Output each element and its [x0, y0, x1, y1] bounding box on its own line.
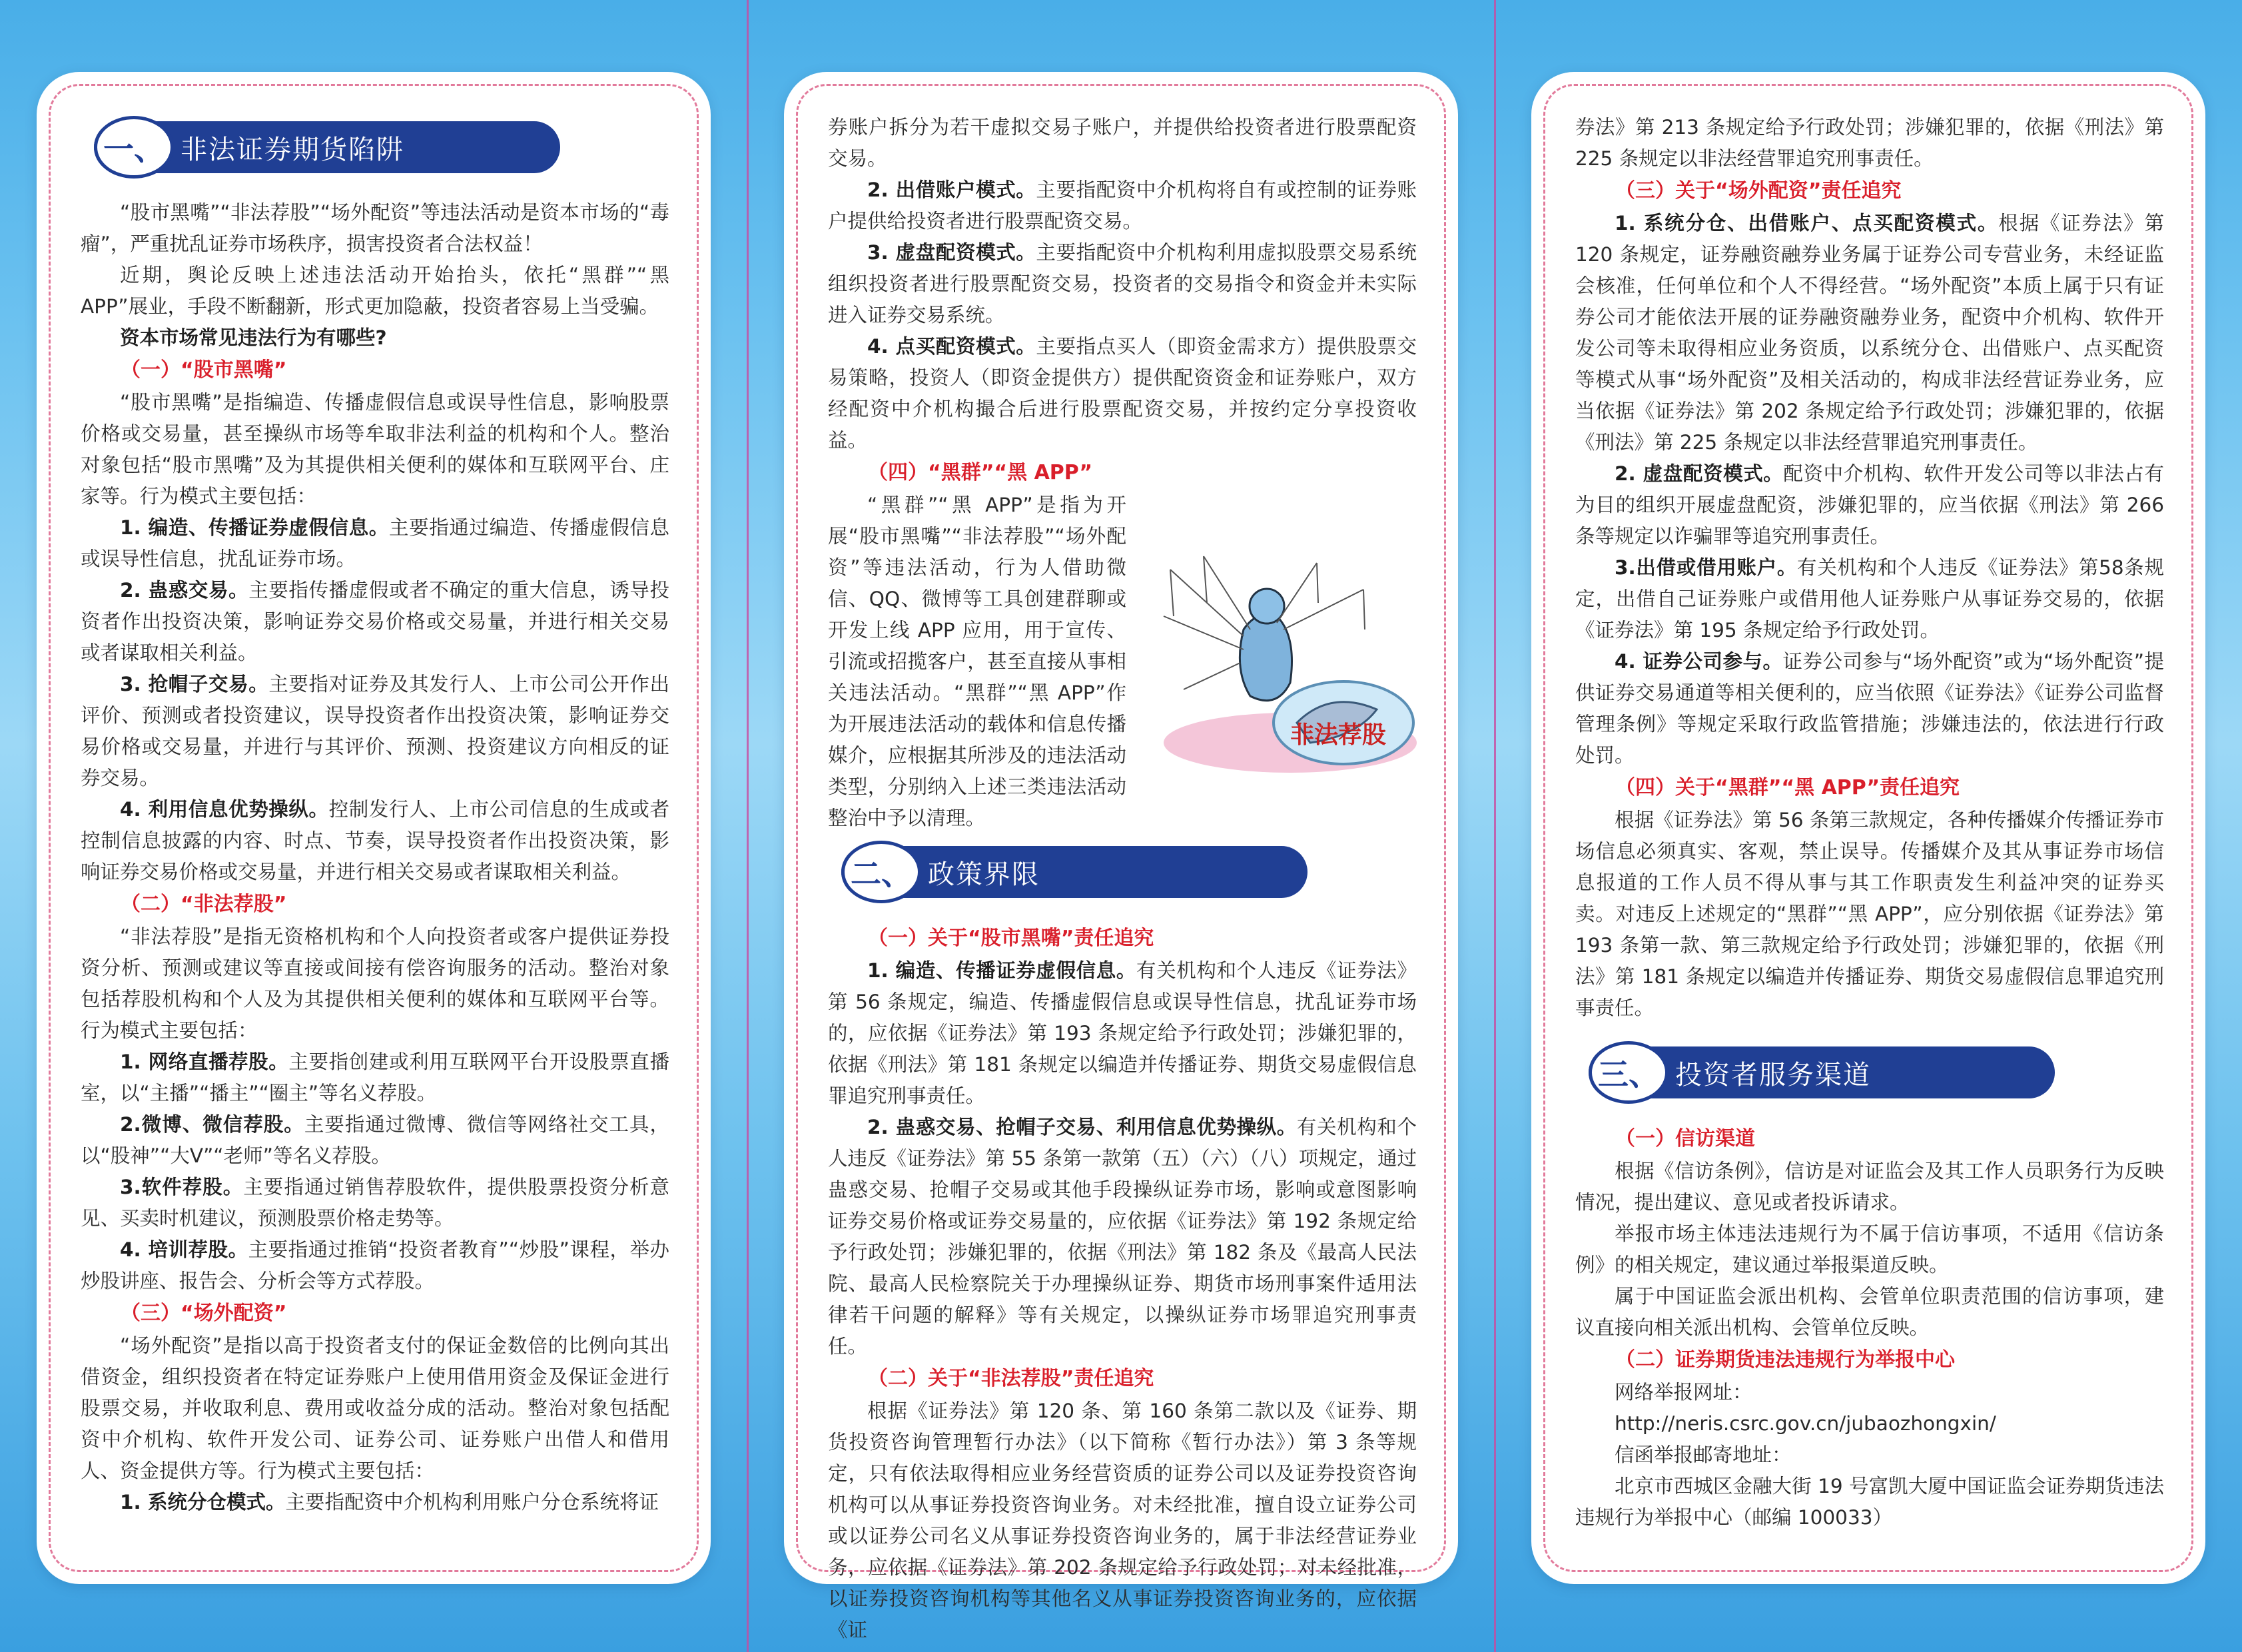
body-paragraph [81, 197, 669, 260]
body-paragraph [828, 331, 1417, 456]
body-paragraph [828, 175, 1417, 237]
paragraph-lead: 资本市场常见违法行为有哪些? [120, 326, 387, 349]
body-paragraph [1575, 112, 2164, 175]
contact-line: http://neris.csrc.gov.cn/jubaozhongxin/ [1615, 1412, 1996, 1435]
paragraph-text: 主要指点买人（即资金需求方）提供股票交易策略，投资人（即资金提供方）提供配资资金和证券账户，双方经配资中介机构撮合后进行股票配资交易，并按约定分享投资收益。 [828, 335, 1417, 452]
body-paragraph [828, 237, 1417, 331]
section-title: 投资者服务渠道 [1675, 1059, 1871, 1090]
body-paragraph [1575, 1156, 2164, 1218]
body-paragraph [81, 1234, 669, 1297]
illustration-stock-fraud [1144, 543, 1417, 776]
paragraph-lead: 1. 编造、传播证券虚假信息。 [120, 516, 389, 539]
paragraph-lead: 1. 系统分仓模式。 [120, 1491, 286, 1513]
panel-2-top-body [828, 112, 1417, 490]
body-paragraph [81, 794, 669, 888]
paragraph-lead: 3.出借或借用账户。 [1615, 556, 1798, 579]
subsection-heading: （四）关于“黑群”“黑 APP”责任追究 [1615, 776, 1960, 799]
section-2-body [828, 922, 1417, 1646]
paragraph-text: 主要指对证券及其发行人、上市公司公开作出评价、预测或者投资建议，误导投资者作出投资决策，影响证券交易价格或交易量，并进行与其评价、预测、投资建议方向相反的证券交易。 [81, 673, 669, 789]
subsection-heading: （一）信访渠道 [1615, 1127, 1755, 1150]
section-banner-2 [841, 846, 1308, 898]
paragraph-text: 北京市西城区金融大街 19 号富凯大厦中国证监会证券期货违法违规行为举报中心（邮编 100033） [1575, 1475, 2164, 1529]
paragraph-lead: 2.微博、微信荐股。 [120, 1113, 304, 1136]
body-paragraph [1575, 805, 2164, 1024]
section-title: 非法证券期货陷阱 [181, 134, 404, 165]
paragraph-lead: 1. 编造、传播证券虚假信息。 [867, 959, 1136, 982]
body-paragraph [81, 1172, 669, 1234]
body-paragraph [1575, 552, 2164, 646]
body-paragraph [81, 575, 669, 669]
paragraph-text: “股市黑嘴”“非法荐股”“场外配资”等违法活动是资本市场的“毒瘤”，严重扰乱证券市场秩序，损害投资者合法权益！ [81, 201, 669, 255]
subsection-heading: （三）“场外配资” [121, 1302, 287, 1325]
panel-3-top-body [1575, 112, 2164, 1024]
body-paragraph [81, 669, 669, 794]
paragraph-lead: 2. 蛊惑交易。 [120, 579, 249, 602]
body-paragraph [81, 1109, 669, 1172]
section-number: 三、 [1589, 1041, 1669, 1104]
panel-3-content [1575, 112, 2164, 1547]
paragraph-text: 主要指配资中介机构利用虚拟股票交易系统组织投资者进行股票配资交易，投资者的交易指令和资金并未实际进入证券交易系统。 [828, 241, 1417, 326]
paragraph-text: 根据《证券法》第 120 条规定，证券融资融券业务属于证券公司专营业务，未经证监会核准，任何单位和个人不得经营。“场外配资”本质上属于只有证券公司才能依法开展的证券融资融券业务，配资中介机构、软件开发公司等未取得相应业务资质，以系统分仓、出借账户、点买配资等模式从事“场外配资”及相关活动的，构成非法经营证券业务，应当依据《证券法》第 202 条规定给予行政处罚；涉嫌犯罪的，依据《刑法》第 225 条规定以非法经营罪追究刑事责任。 [1575, 212, 2164, 454]
paragraph-text: 属于中国证监会派出机构、会管单位职责范围的信访事项，建议直接向相关派出机构、会管单位反映。 [1575, 1285, 2164, 1339]
paragraph-text: 主要指传播虚假或者不确定的重大信息，诱导投资者作出投资决策，影响证券交易价格或交易量，并进行相关交易或者谋取相关利益。 [81, 579, 669, 664]
paragraph-lead: 4. 证券公司参与。 [1615, 650, 1783, 673]
body-paragraph [81, 921, 669, 1046]
paragraph-text: 近期，舆论反映上述违法活动开始抬头，依托“黑群”“黑APP”展业，手段不断翻新，形式更加隐蔽，投资者容易上当受骗。 [81, 264, 669, 318]
body-paragraph [81, 387, 669, 512]
section-number: 一、 [94, 116, 174, 179]
paragraph-text: 主要指配资中介机构将自有或控制的证券账户提供给投资者进行股票配资交易。 [828, 179, 1417, 232]
paragraph-lead: 4. 点买配资模式。 [867, 335, 1036, 358]
subsection-heading: （二）关于“非法荐股”责任追究 [868, 1367, 1154, 1390]
panel-3 [1531, 72, 2205, 1584]
paragraph-lead: 3. 虚盘配资模式。 [867, 241, 1036, 264]
black-group-paragraph: “黑群”“黑 APP”是指为开展“股市黑嘴”“非法荐股”“场外配资”等违法活动，行为人借助微信、QQ、微博等工具创建群聊或开发上线 APP 应用，用于宣传、引流或招揽客户，甚至直接从事相关违法活动。“黑群”“黑 APP”作为开展违法活动的载体和信息传播媒介，应根据其所涉及的违法活动类型，分别纳入上述三类违法活动整治中予以清理。 [828, 494, 1126, 829]
man-figure [1240, 615, 1292, 701]
section-1-body [81, 197, 669, 1518]
body-paragraph [1575, 1471, 2164, 1533]
body-paragraph [81, 512, 669, 575]
paragraph-lead: 2. 蛊惑交易、抢帽子交易、利用信息优势操纵。 [867, 1116, 1297, 1138]
paragraph-text: 证券公司参与“场外配资”或为“场外配资”提供证券交易通道等相关便利的，应当依照《证券法》《证券公司监督管理条例》等规定采取行政监管措施；涉嫌违法的，依法进行行政处罚。 [1575, 650, 2164, 767]
paragraph-lead: 4. 利用信息优势操纵。 [120, 798, 329, 821]
paragraph-text: 根据《信访条例》，信访是对证监会及其工作人员职务行为反映情况，提出建议、意见或者投诉请求。 [1575, 1160, 2164, 1214]
illustration-caption: 非法荐股 [1290, 721, 1387, 748]
paragraph-text: 控制发行人、上市公司信息的生成或者控制信息披露的内容、时点、节奏，误导投资者作出投资决策，影响证券交易价格或交易量，并进行相关交易或者谋取相关利益。 [81, 798, 669, 883]
paragraph-text: 主要指配资中介机构利用账户分仓系统将证 [285, 1491, 659, 1513]
panel-2-content [828, 112, 1417, 1641]
man-head [1250, 589, 1284, 623]
body-paragraph [1575, 208, 2164, 458]
body-paragraph [1575, 646, 2164, 771]
contact-line: 网络举报网址： [1615, 1381, 1752, 1404]
paragraph-text: 有关机构和个人违反《证券法》第 56 条规定，编造、传播虚假信息或误导性信息，扰乱证券市场的，应依据《证券法》第 193 条规定给予行政处罚；涉嫌犯罪的，依据《刑法》第 181 条规定以编造并传播证券、期货交易虚假信息罪追究刑事责任。 [828, 959, 1417, 1107]
paragraph-lead: 1. 网络直播荐股。 [120, 1050, 289, 1073]
body-paragraph [81, 260, 669, 322]
paragraph-text: “非法荐股”是指无资格机构和个人向投资者或客户提供证券投资分析、预测或建议等直接或间接有偿咨询服务的活动。整治对象包括荐股机构和个人及为其提供相关便利的媒体和互联网平台等。行为模式主要包括： [81, 925, 669, 1042]
body-paragraph [828, 1112, 1417, 1362]
paragraph-text: 主要指创建或利用互联网平台开设股票直播室，以“主播”“播主”“圈主”等名义荐股。 [81, 1050, 669, 1104]
body-paragraph [1575, 458, 2164, 552]
paragraph-text: 主要指通过编造、传播虚假信息或误导性信息，扰乱证券市场。 [81, 516, 669, 570]
subsection-heading: （二）证券期货违法违规行为举报中心 [1615, 1348, 1955, 1372]
fold-line-left [747, 0, 749, 1652]
subsection-heading: （一）关于“股市黑嘴”责任追究 [868, 927, 1154, 950]
paragraph-text: “股市黑嘴”是指编造、传播虚假信息或误导性信息，影响股票价格或交易量，甚至操纵市场等牟取非法利益的机构和个人。整治对象包括“股市黑嘴”及为其提供相关便利的媒体和互联网平台、庄家等。行为模式主要包括： [81, 391, 669, 508]
paragraph-lead: 3.软件荐股。 [120, 1176, 244, 1198]
paragraph-text: 配资中介机构、软件开发公司等以非法占有为目的组织开展虚盘配资，涉嫌犯罪的，应当依据《刑法》第 266 条等规定以诈骗罪等追究刑事责任。 [1575, 462, 2164, 548]
panel-2 [784, 72, 1458, 1641]
body-paragraph [828, 1396, 1417, 1646]
paragraph-text: 有关机构和个人违反《证券法》第58条规定，出借自己证券账户或借用他人证券账户从事证券交易的，依据《证券法》第 195 条规定给予行政处罚。 [1575, 556, 2164, 641]
paragraph-lead: 2. 出借账户模式。 [867, 179, 1036, 201]
fold-line-right [1494, 0, 1496, 1652]
paragraph-lead: 4. 培训荐股。 [120, 1238, 248, 1261]
subsection-heading: （三）关于“场外配资”责任追究 [1615, 179, 1902, 203]
body-paragraph [81, 1330, 669, 1487]
panel-1-content [81, 120, 669, 1547]
paragraph-text: 主要指通过销售荐股软件，提供股票投资分析意见、买卖时机建议，预测股票价格走势等。 [81, 1176, 669, 1230]
paragraph-text: 根据《证券法》第 120 条、第 160 条第二款以及《证券、期货投资咨询管理暂行办法》（以下简称《暂行办法》）第 3 条等规定，只有依法取得相应业务经营资质的证券公司以及证券投资咨询机构可以从事证券投资咨询业务。对未经批准，擅自设立证券公司或以证券公司名义从事证券投资咨询业务的，属于非法经营证券业务，应依据《证券法》第 202 条规定给予行政处罚；对未经批准，以证券投资咨询机构等其他名义从事证券投资咨询业务的，应依据《证 [828, 1400, 1417, 1641]
paragraph-lead: 1. 系统分仓、出借账户、点买配资模式。 [1615, 212, 1999, 234]
section-banner-1 [94, 121, 560, 173]
body-paragraph [81, 1046, 669, 1109]
subsection-heading: （二）“非法荐股” [121, 893, 287, 916]
body-paragraph [828, 955, 1417, 1112]
subsection-heading: （四）“黑群”“黑 APP” [868, 461, 1093, 484]
paragraph-text: “场外配资”是指以高于投资者支付的保证金数倍的比例向其出借资金，组织投资者在特定证券账户上使用借用资金及保证金进行股票交易，并收取利息、费用或收益分成的活动。整治对象包括配资中介机构、软件开发公司、证券公司、证券账户出借人和借用人、资金提供方等。行为模式主要包括： [81, 1334, 669, 1482]
subsection-heading: （一）“股市黑嘴” [121, 358, 287, 382]
contact-line: 信函举报邮寄地址： [1615, 1444, 1792, 1466]
section-3-body [1575, 1122, 2164, 1533]
paragraph-text: 有关机构和个人违反《证券法》第 55 条第一款第（五）（六）（八）项规定，通过蛊惑交易、抢帽子交易或其他手段操纵证券市场，影响或意图影响证券交易价格或证券交易量的，应依据《证券法》第 192 条规定给予行政处罚；涉嫌犯罪的，依据《刑法》第 182 条及《最高人民法院、最高人民检察院关于办理操纵证券、期货市场刑事案件适用法律若干问题的解释》等有关规定，以操纵证券市场罪追究刑事责任。 [828, 1116, 1417, 1358]
paragraph-text: 举报市场主体违法违规行为不属于信访事项，不适用《信访条例》的相关规定，建议通过举报渠道反映。 [1575, 1222, 2164, 1276]
paragraph-text: 券法》第 213 条规定给予行政处罚；涉嫌犯罪的，依据《刑法》第 225 条规定以非法经营罪追究刑事责任。 [1575, 116, 2164, 170]
body-paragraph [81, 322, 669, 354]
paragraph-text: 主要指通过微博、微信等网络社交工具，以“股神”“大V”“老师”等名义荐股。 [81, 1113, 669, 1167]
body-paragraph [1575, 1281, 2164, 1344]
section-number: 二、 [841, 841, 921, 903]
panel-1 [37, 72, 711, 1584]
body-paragraph [828, 112, 1417, 175]
body-paragraph [81, 1487, 669, 1518]
body-paragraph [1575, 1218, 2164, 1281]
paragraph-text: 券账户拆分为若干虚拟交易子账户，并提供给投资者进行股票配资交易。 [828, 116, 1417, 170]
section-title: 政策界限 [928, 859, 1040, 890]
paragraph-lead: 3. 抢帽子交易。 [120, 673, 269, 695]
paragraph-text: 根据《证券法》第 56 条第三款规定，各种传播媒介传播证券市场信息必须真实、客观，禁止误导。传播媒介及其从事证券市场信息报道的工作人员不得从事与其工作职责发生利益冲突的证券买卖。对违反上述规定的“黑群”“黑 APP”，应分别依据《证券法》第 193 条第一款、第三款规定给予行政处罚；涉嫌犯罪的，依据《刑法》第 181 条规定以编造并传播证券、期货交易虚假信息罪追究刑事责任。 [1575, 809, 2164, 1019]
section-banner-3 [1589, 1046, 2055, 1098]
paragraph-lead: 2. 虚盘配资模式。 [1615, 462, 1784, 485]
paragraph-text: 主要指通过推销“投资者教育”“炒股”课程，举办炒股讲座、报告会、分析会等方式荐股。 [81, 1238, 669, 1292]
